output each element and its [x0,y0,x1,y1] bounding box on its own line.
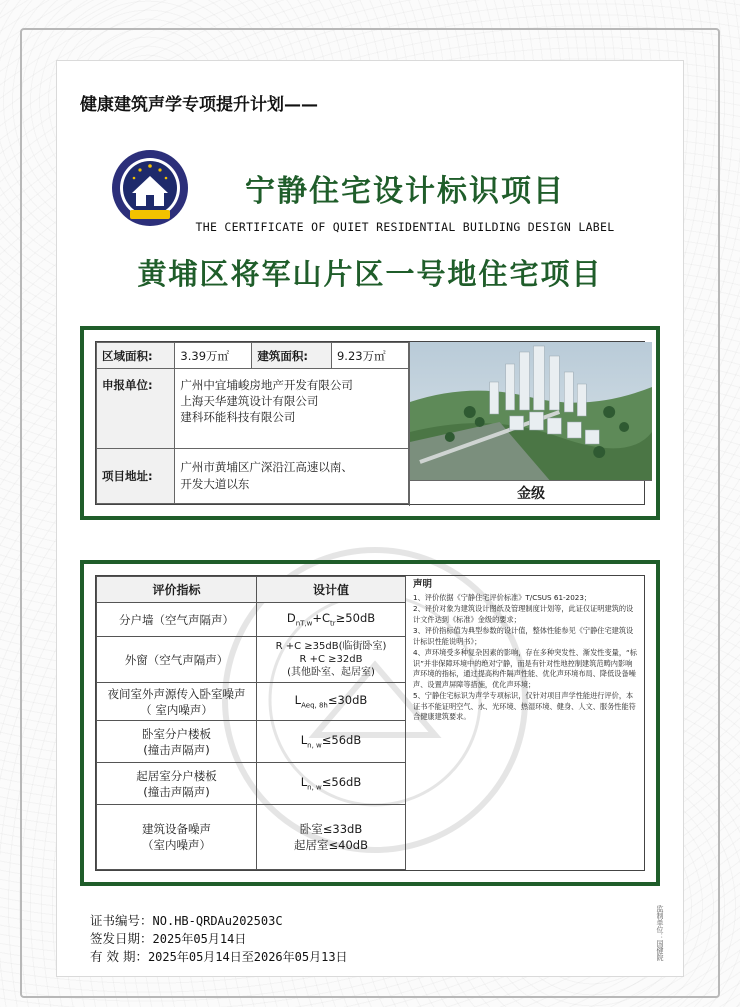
applicant-item: 广州中宜埔峻房地产开发有限公司 [180,378,353,392]
note-item: 1、评价依据《宁静住宅评价标准》T/CSUS 61-2023； [413,592,592,602]
indicator-name: 外窗（空气声隔声） [97,637,257,683]
program-header: 健康建筑声学专项提升计划—— [80,95,318,115]
certificate-title-en: THE CERTIFICATE OF QUIET RESIDENTIAL BUILDING DESIGN LABEL [195,220,615,234]
project-name: 黄埔区将军山片区一号地住宅项目 [137,257,603,291]
header-value: 设计值 [257,577,406,603]
design-value: $D_{nT,w}+C_{tr}\ge 50dB$ [257,603,406,637]
table-row [97,683,406,721]
building-area-value: 9.23万㎡ [331,343,408,369]
design-value: R +C ≥35dB(临街卧室) R +C ≥32dB (其他卧室、起居室) [257,637,406,683]
validity-range: 2025年05月14日至2026年05月13日 [147,950,348,964]
issue-date-label: 签发日期： [90,931,153,946]
note-item: 5、宁静住宅标识为声学专项标识，仅针对项目声学性能进行评价，本证书不能证明空气、水、光环境、热湿环境、健身、人文、服务性能符合健康建筑要求。 [413,691,636,721]
indicator-name: 建筑设备噪声 （室内噪声） [97,805,257,870]
validity-label: 有 效 期： [90,949,148,964]
building-area-label: 建筑面积: [252,343,332,369]
table-row [97,637,406,683]
table-row [97,721,406,763]
side-note: 监制单位：国健院 [656,905,664,961]
issue-date-row [90,930,348,948]
area-value: 3.39万㎡ [175,343,252,369]
statement-notes [407,576,644,870]
address-value [175,449,409,504]
design-value: $L_{Aeq, 8h}\le 30dB$ [257,683,406,721]
notes-title: 声明 [413,579,433,590]
indicator-name: 夜间室外声源传入卧室噪声 （ 室内噪声） [97,683,257,721]
certificate-number-row [90,912,348,930]
certificate-number-label: 证书编号： [90,913,153,928]
certificate-details [90,912,348,966]
grade-label: 金级 [409,480,652,506]
table-row [97,805,406,870]
note-item: 3、评价指标值为典型参数的设计值，整体性能参见《宁静住宅建筑设计标识性能说明书》； [413,626,634,646]
applicant-item: 上海天华建筑设计有限公司 [180,394,319,408]
indicator-name: 分户墙（空气声隔声） [97,603,257,637]
project-info-table [96,342,409,504]
applicant-list [175,369,409,449]
evaluation-box [80,560,660,886]
design-value: 卧室≤33dB 起居室≤40dB [257,805,406,870]
table-row [97,603,406,637]
evaluation-table [96,576,406,870]
indicator-name: 卧室分户楼板 (撞击声隔声) [97,721,257,763]
design-value: $L_{n, w}\le 56dB$ [257,721,406,763]
note-item: 4、声环境受多种复杂因素的影响，存在多种突发性、渐发性变量，“标识”并非保障环境中的绝对宁静，而是有针对性地控制建筑范畴内影响声环境的指标，通过提高构件隔声性能、优化声环境布局、降低设备噪声、设置声屏障等措施，优化声环境； [413,648,637,689]
project-aerial-rendering [409,342,652,480]
address-line: 广州市黄埔区广深沿江高速以南、 [180,460,353,474]
indicator-name: 起居室分户楼板 (撞击声隔声) [97,763,257,805]
validity-row [90,948,348,966]
table-row [97,763,406,805]
certificate-title-cn: 宁静住宅设计标识项目 [245,174,565,209]
address-label: 项目地址: [97,449,175,504]
header-indicator: 评价指标 [97,577,257,603]
design-value: $L_{n, w}\le 56dB$ [257,763,406,805]
applicant-item: 建科环能科技有限公司 [180,410,296,424]
issue-date: 2025年05月14日 [152,932,247,946]
applicant-label: 申报单位: [97,369,175,449]
quiet-residential-logo [110,148,190,228]
note-item: 2、评价对象为建筑设计图纸及管理制度计划等，此证仅证明建筑的设计文件达到《标准》金级的要求； [413,604,634,624]
project-info-box [80,326,660,520]
certificate-number: NO.HB-QRDAu202503C [152,914,283,928]
address-line: 开发大道以东 [180,477,250,491]
area-label: 区域面积: [97,343,175,369]
